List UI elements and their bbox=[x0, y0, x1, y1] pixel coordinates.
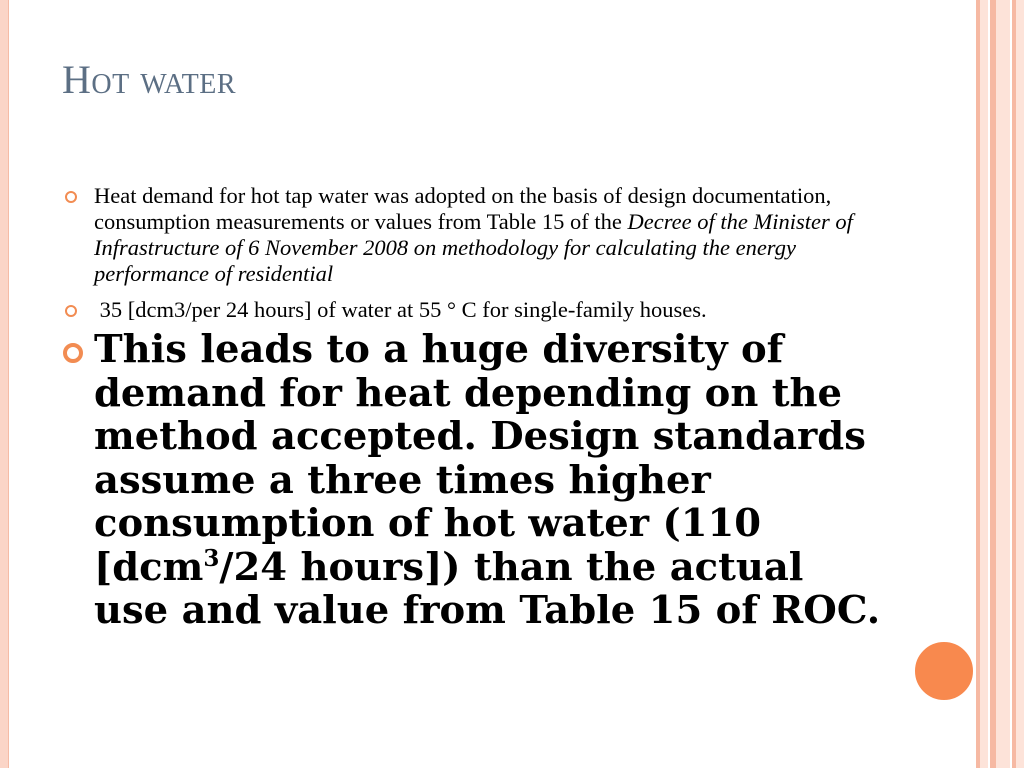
bullet-item bbox=[62, 297, 882, 323]
bullet-circle-icon bbox=[65, 305, 77, 317]
decorative-orange-circle bbox=[913, 640, 975, 702]
bullet-item-emphasis bbox=[62, 328, 882, 633]
stripe bbox=[996, 0, 1010, 768]
slide-title: Hot water bbox=[62, 57, 237, 102]
bullet-circle-icon bbox=[63, 343, 83, 363]
stripe bbox=[980, 0, 988, 768]
bullet-text: This leads to a huge diversity of demand for heat depending on the method accepted. Design standards assume a three times higher consumption of hot water (110 [dcm bbox=[94, 327, 866, 590]
superscript: 3 bbox=[203, 544, 220, 572]
bullet-text: 35 [dcm3/per 24 hours] of water at 55 ° C for single-family houses. bbox=[94, 297, 707, 322]
left-border-stripe bbox=[0, 0, 9, 768]
right-decorative-stripes bbox=[976, 0, 1024, 768]
bullet-list bbox=[62, 183, 882, 633]
bullet-text: Heat demand for hot tap water was adopted on the basis of design documentation, consumption measurements or values from Table 15 of the bbox=[94, 183, 832, 234]
bullet-text: /24 hours]) than the actual use and value from Table 15 of ROC. bbox=[94, 544, 881, 633]
bullet-item bbox=[62, 183, 882, 287]
stripe bbox=[1016, 0, 1024, 768]
bullet-text-italic: Decree of the Minister of Infrastructure of 6 November 2008 on methodology for calculating the energy performance of residential bbox=[94, 209, 853, 286]
bullet-circle-icon bbox=[65, 191, 77, 203]
